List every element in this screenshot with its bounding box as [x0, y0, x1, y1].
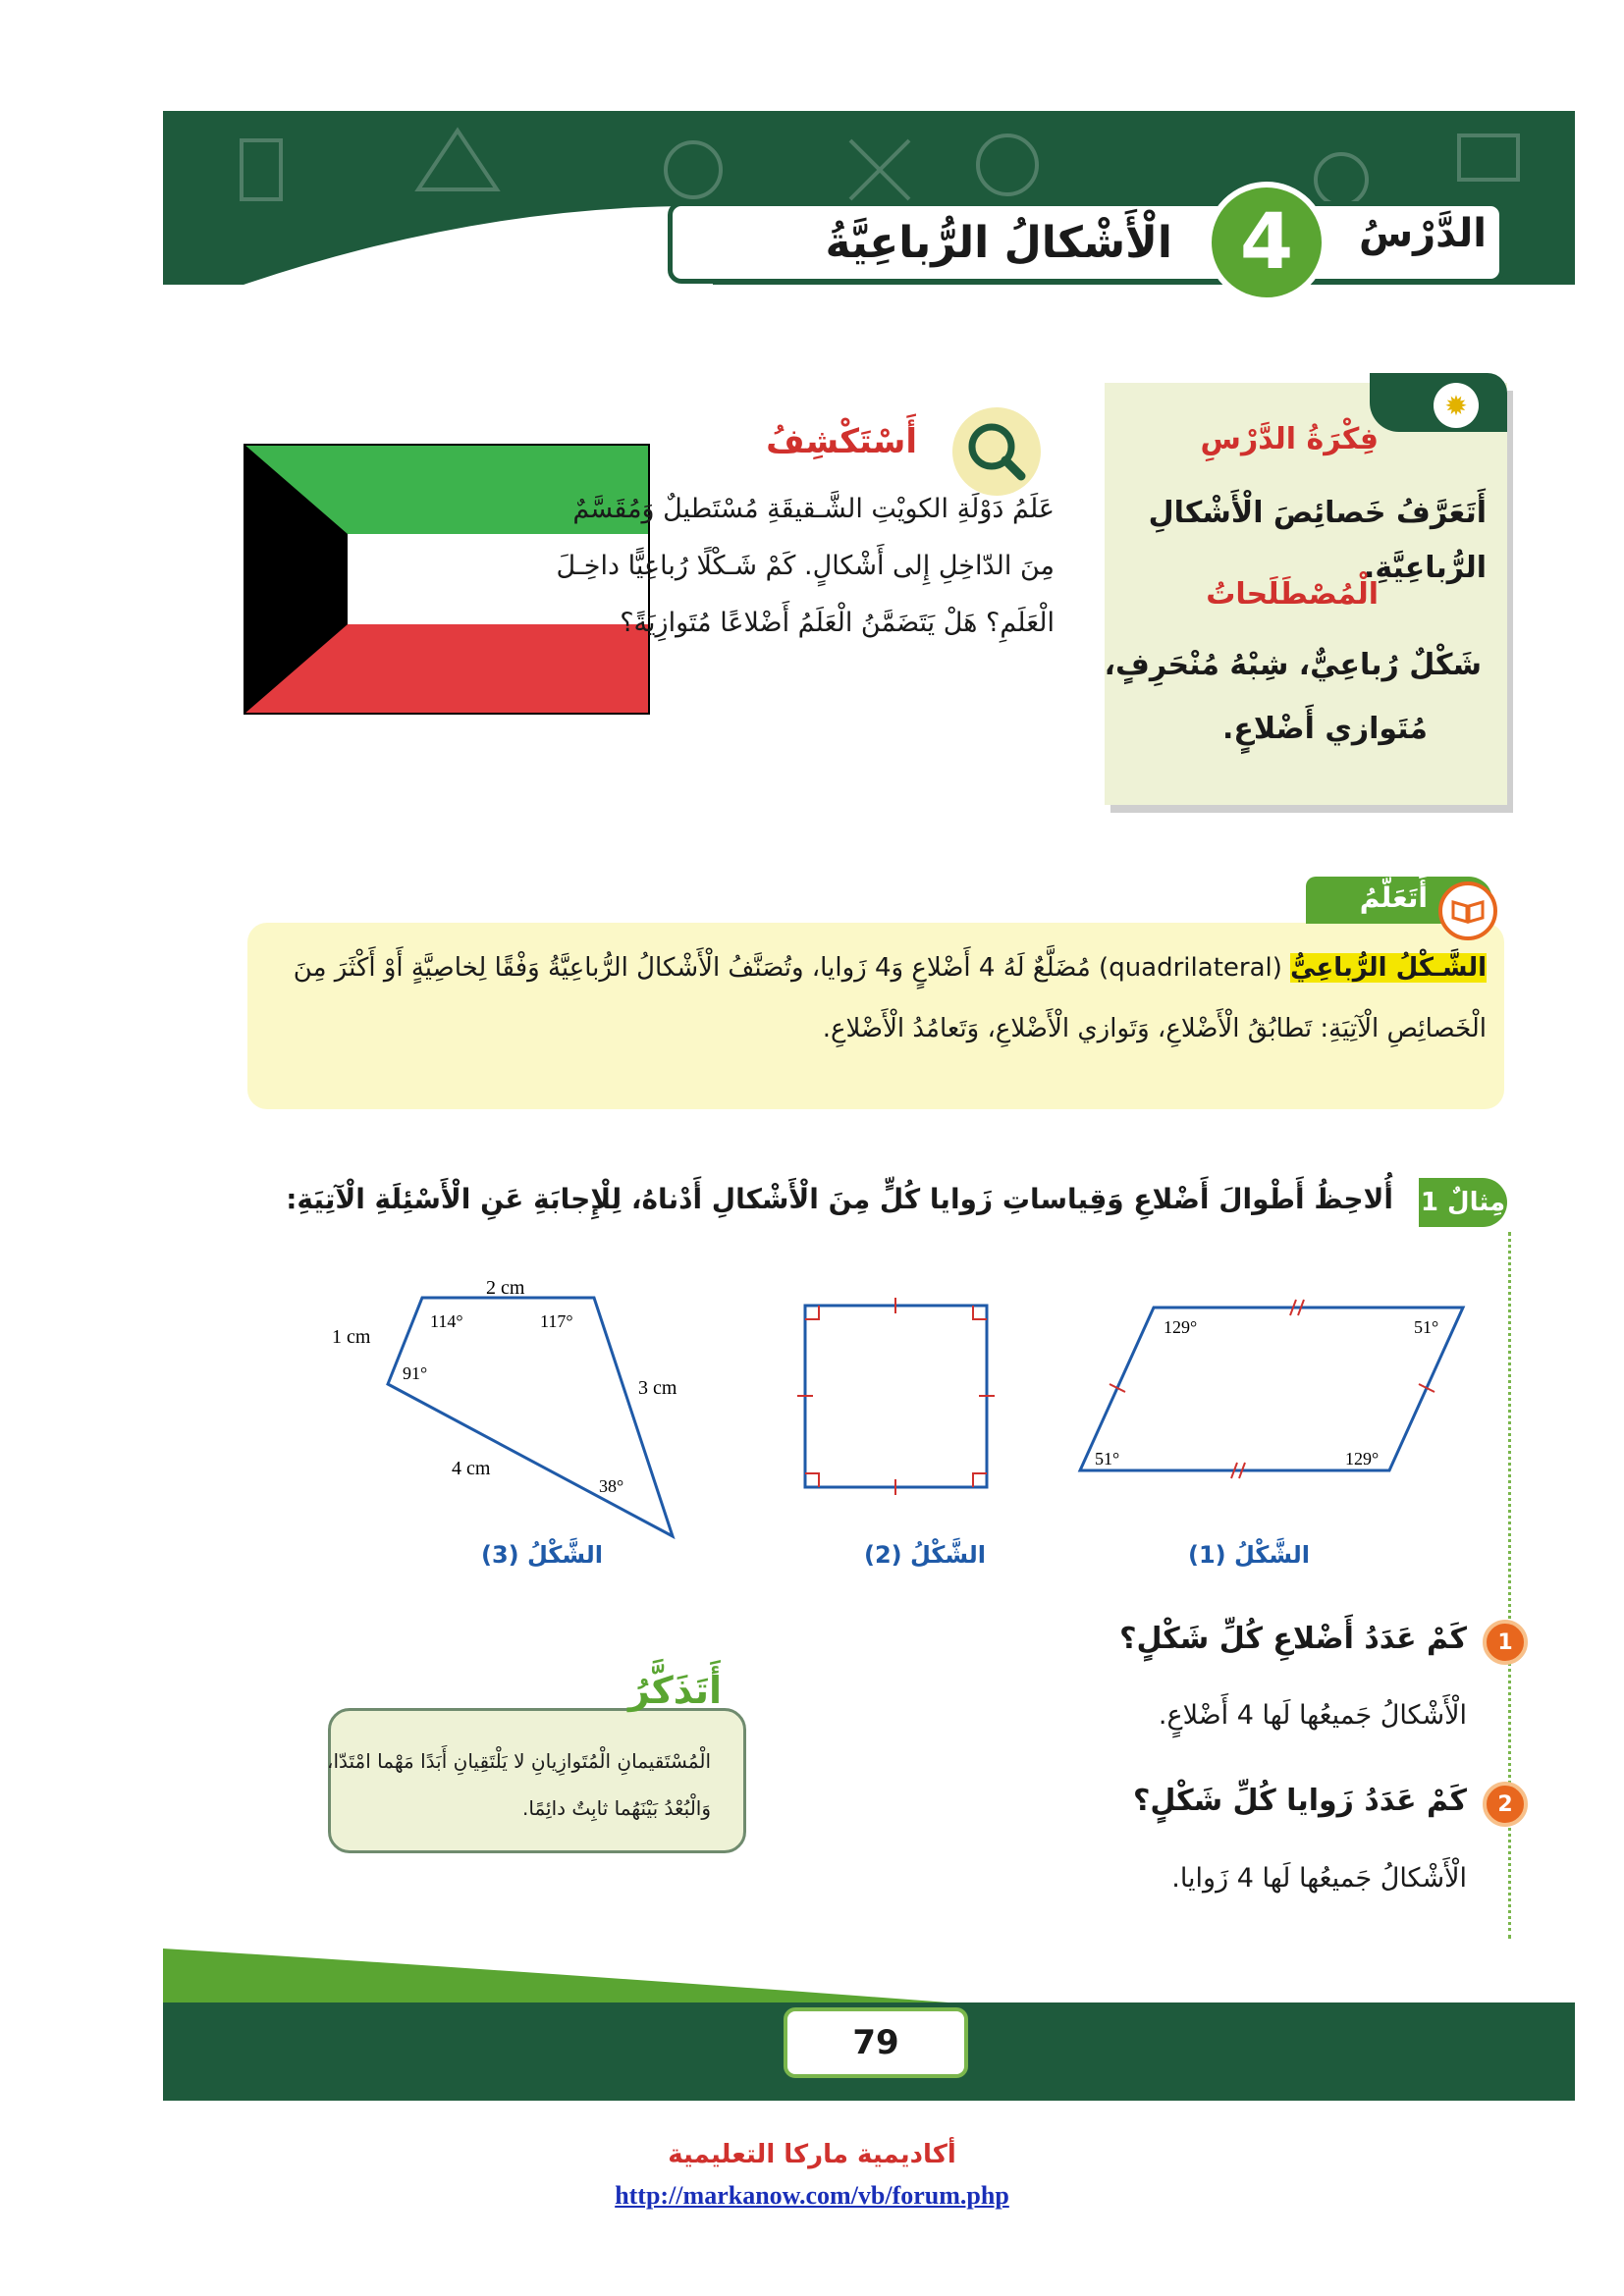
- answer-2-text: الْأَشْكالُ جَميعُها لَها 4 زَوايا.: [1171, 1863, 1467, 1894]
- terms-line-1: شَكْلٌ رُباعِيٌّ، شِبْهُ مُنْحَرِفٍ،: [1104, 648, 1482, 682]
- terms-heading: الْمُصْطَلَحاتُ: [1206, 577, 1379, 612]
- book-icon: [1438, 881, 1497, 940]
- explore-text: عَلَمُ دَوْلَةِ الكويْتِ الشَّـقيقَةِ مُسْتَطيلٌ وَمُقَسَّمٌ مِنَ الدّاخِلِ إِلى أَشْكالٍ. كَمْ شَـكْلًا رُباعِيًّا داخِـلَ الْعَلَمِ؟ هَلْ يَتَضَمَّنُ الْعَلَمُ أَضْلاعًا مُتَوازِيَةً؟: [556, 494, 1055, 638]
- lesson-word: الدَّرْسُ: [1358, 211, 1487, 256]
- explore-title: أَسْتَكْشِفُ: [766, 422, 917, 461]
- fig3-side-bottom: 4 cm: [452, 1458, 491, 1479]
- figure-3-quadrilateral: [388, 1298, 673, 1536]
- idea-heading: فِكْرَةُ الدَّرْسِ: [1200, 422, 1379, 456]
- fig3-angle-117: 117°: [540, 1311, 573, 1331]
- dotted-margin-line: [1508, 1232, 1511, 1939]
- fig1-label: الشَّكْلُ (1): [1188, 1541, 1311, 1569]
- fig1-angle-bottom-left: 51°: [1095, 1449, 1120, 1468]
- learn-tab-label: أَتَعَلَّمُ: [1359, 881, 1428, 914]
- question-1-badge: 1: [1483, 1620, 1528, 1665]
- fig3-side-right: 3 cm: [638, 1377, 677, 1399]
- footer-swoosh: [163, 1939, 1575, 2007]
- learn-text: [259, 937, 1487, 1059]
- fig1-angle-bottom-right: 129°: [1345, 1449, 1380, 1468]
- figure-1-parallelogram: [1080, 1308, 1463, 1470]
- fig3-angle-91: 91°: [403, 1363, 428, 1383]
- term-highlight: الشَّـكْلُ الرُّباعِيُّ: [1290, 953, 1487, 983]
- fig3-side-top: 2 cm: [486, 1277, 525, 1299]
- terms-line-2: مُتَوازي أَضْلاعٍ.: [1221, 712, 1428, 746]
- figure-2-square: [805, 1306, 987, 1487]
- remember-text: الْمُسْتَقيمانِ الْمُتَوازِيانِ لا يَلْتَقِيانِ أَبَدًا مَهْما امْتَدّا، وَالْبُعْدُ بَيْنَهُما ثابِتٌ دائِمًا.: [326, 1749, 711, 1820]
- lesson-title: الْأَشْكالُ الرُّباعِيَّةُ: [825, 218, 1172, 268]
- header-bottom-fill: [163, 285, 1575, 337]
- lightbulb-icon: ✹: [1434, 383, 1479, 428]
- fig1-angle-top-left: 129°: [1164, 1317, 1198, 1337]
- remember-title: أَتَذَكَّرُ: [628, 1669, 722, 1712]
- figures-diagram: [314, 1256, 1492, 1561]
- lesson-number-badge: 4: [1206, 182, 1327, 303]
- fig3-angle-38: 38°: [599, 1476, 624, 1496]
- fig2-label: الشَّكْلُ (2): [864, 1541, 987, 1569]
- fig3-side-left: 1 cm: [332, 1326, 371, 1348]
- fig1-angle-top-right: 51°: [1414, 1317, 1439, 1337]
- page-number: 79: [784, 2007, 968, 2078]
- fig3-angle-114: 114°: [430, 1311, 463, 1331]
- academy-name: أكاديمية ماركا التعليمية: [668, 2140, 956, 2169]
- fig3-label: الشَّكْلُ (3): [481, 1541, 604, 1569]
- question-2-badge: 2: [1483, 1782, 1528, 1827]
- example-badge: مِثالٌ 1: [1419, 1178, 1507, 1227]
- term-english: (quadrilateral): [1099, 953, 1282, 983]
- example-instruction: أُلاحِظُ أَطْوالَ أَضْلاعِ وَقِياساتِ زَوايا كُلٍّ مِنَ الْأَشْكالِ أَدْناهُ، لِلْإِجابَةِ عَنِ الْأَسْئِلَةِ الْآتِيَةِ:: [286, 1183, 1393, 1215]
- forum-link[interactable]: http://markanow.com/vb/forum.php: [615, 2181, 1009, 2210]
- question-2-text: كَمْ عَدَدُ زَوايا كُلِّ شَكْلٍ؟: [1132, 1784, 1467, 1818]
- definition-text: مُضَلَّعٌ لَهُ 4 أَضْلاعٍ وَ4 زَوايا، وتُصَنَّفُ الْأَشْكالُ الرُّباعِيَّةُ وَفْقًا لِخاصِيَّةٍ أَوْ أَكْثَرَ مِنَ الْخَصائِصِ الْآتِيَةِ: تَطابُقُ الْأَضْلاعِ، وَتَوازي الْأَضْلاعِ، وَتَعامُدُ الْأَضْلاعِ.: [293, 953, 1487, 1043]
- question-1-text: كَمْ عَدَدُ أَضْلاعِ كُلِّ شَكْلٍ؟: [1119, 1622, 1467, 1656]
- idea-text: أَتَعَرَّفُ خَصائِصَ الْأَشْكالِ الرُّباعِيَّةِ.: [1148, 496, 1487, 585]
- answer-1-text: الْأَشْكالُ جَميعُها لَها 4 أَضْلاعٍ.: [1158, 1700, 1467, 1731]
